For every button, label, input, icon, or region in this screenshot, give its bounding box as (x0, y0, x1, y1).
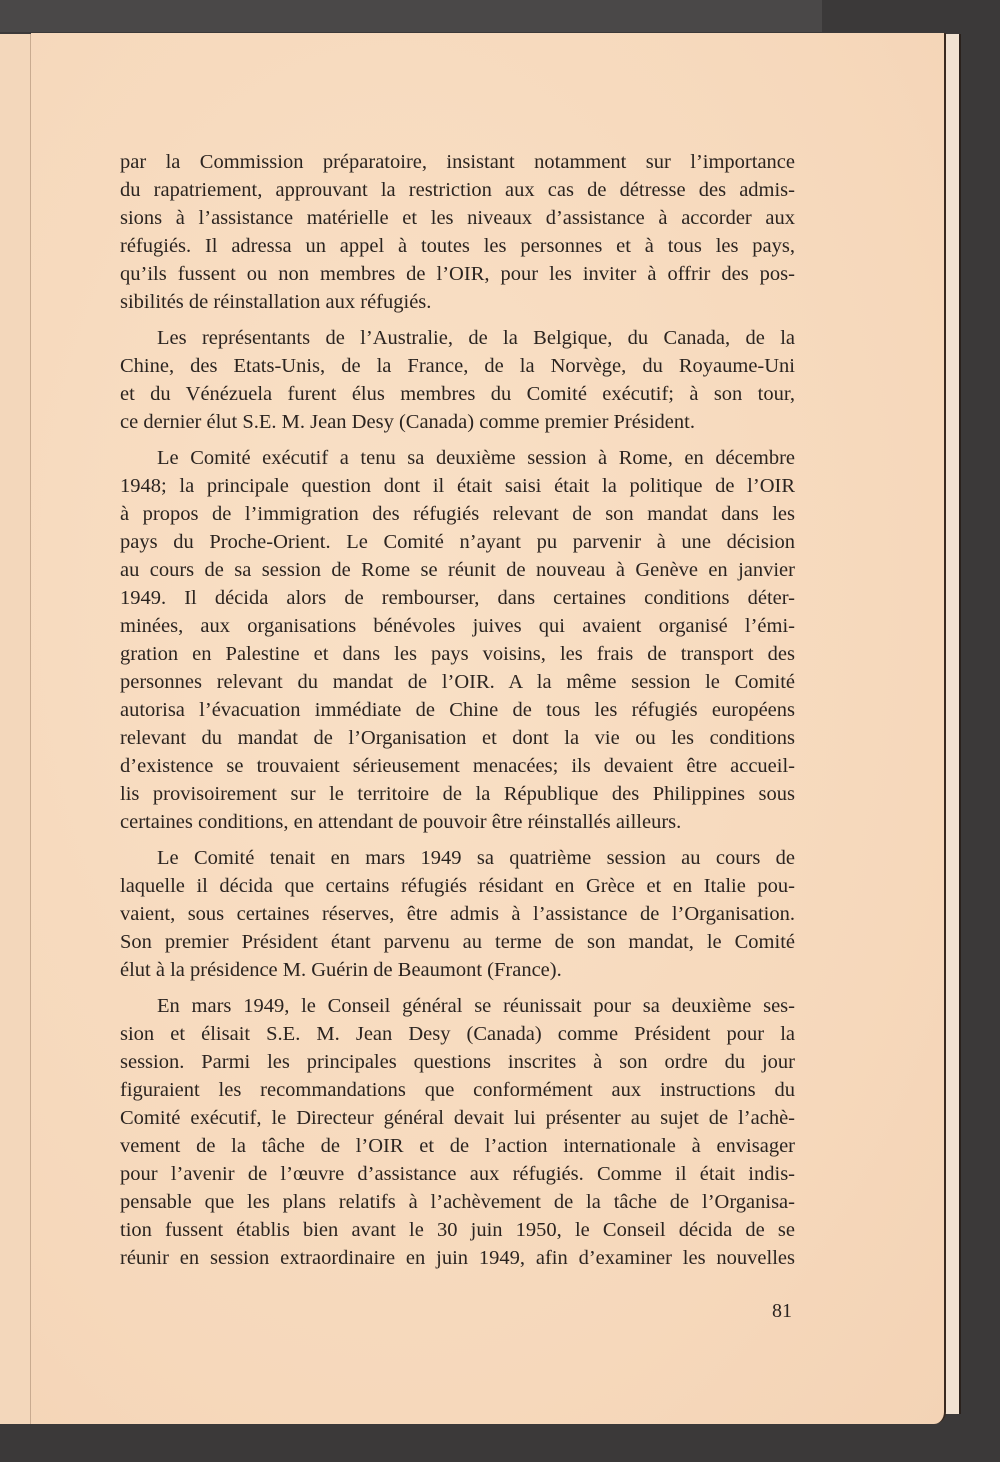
paragraph (120, 444, 795, 836)
text-line: par la Commission préparatoire, insistant notamment sur l’importance (120, 151, 795, 173)
paragraph (120, 148, 795, 316)
text-line: d’existence se trouvaient sérieusement menacées; ils devaient être accueil- (120, 755, 795, 777)
text-line: Le Comité tenait en mars 1949 sa quatrième session au cours de (157, 847, 795, 869)
text-line: figuraient les recommandations que conformément aux instructions du (120, 1079, 795, 1101)
text-line: personnes relevant du mandat de l’OIR. A la même session le Comité (120, 671, 795, 693)
text-line: Les représentants de l’Australie, de la Belgique, du Canada, de la (157, 327, 795, 349)
text-line: et du Vénézuela furent élus membres du Comité exécutif; à son tour, (120, 383, 795, 405)
text-line: réunir en session extraordinaire en juin 1949, afin d’examiner les nouvelles (120, 1247, 795, 1269)
paragraph (120, 324, 795, 436)
facing-page-edge (0, 34, 32, 1424)
text-line: session. Parmi les principales questions inscrites à son ordre du jour (120, 1051, 795, 1073)
text-line: En mars 1949, le Conseil général se réunissait pour sa deuxième ses- (157, 995, 795, 1017)
text-line: autorisa l’évacuation immédiate de Chine de tous les réfugiés européens (120, 699, 795, 721)
text-line: tion fussent établis bien avant le 30 juin 1950, le Conseil décida de se (120, 1219, 795, 1241)
page-stack-edge (945, 34, 961, 1414)
text-line: ce dernier élut S.E. M. Jean Desy (Canada) comme premier Président. (120, 411, 695, 433)
text-line: Chine, des Etats-Unis, de la France, de la Norvège, du Royaume-Uni (120, 355, 795, 377)
page-number: 81 (772, 1300, 792, 1322)
scan-background (0, 0, 822, 32)
text-line: certaines conditions, en attendant de pouvoir être réinstallés ailleurs. (120, 811, 682, 833)
paragraph (120, 844, 795, 984)
text-line: vaient, sous certaines réserves, être admis à l’assistance de l’Organisation. (120, 903, 795, 925)
text-line: lis provisoirement sur le territoire de la République des Philippines sous (120, 783, 795, 805)
text-line: pour l’avenir de l’œuvre d’assistance aux réfugiés. Comme il était indis- (120, 1163, 795, 1185)
text-line: à propos de l’immigration des réfugiés relevant de son mandat dans les (120, 503, 795, 525)
text-line: sions à l’assistance matérielle et les niveaux d’assistance à accorder aux (120, 207, 795, 229)
text-line: du rapatriement, approuvant la restriction aux cas de détresse des admis- (120, 179, 795, 201)
text-line: laquelle il décida que certains réfugiés résidant en Grèce et en Italie pou- (120, 875, 795, 897)
text-line: au cours de sa session de Rome se réunit de nouveau à Genève en janvier (120, 559, 795, 581)
text-line: vement de la tâche de l’OIR et de l’action internationale à envisager (120, 1135, 795, 1157)
text-line: relevant du mandat de l’Organisation et dont la vie ou les conditions (120, 727, 795, 749)
text-line: réfugiés. Il adressa un appel à toutes les personnes et à tous les pays, (120, 235, 795, 257)
text-line: pensable que les plans relatifs à l’achèvement de la tâche de l’Organisa- (120, 1191, 795, 1213)
text-line: sibilités de réinstallation aux réfugiés. (120, 291, 432, 313)
text-line: Son premier Président étant parvenu au terme de son mandat, le Comité (120, 931, 795, 953)
text-line: 1949. Il décida alors de rembourser, dans certaines conditions déter- (120, 587, 795, 609)
text-line: minées, aux organisations bénévoles juives qui avaient organisé l’émi- (120, 615, 795, 637)
text-line: pays du Proche-Orient. Le Comité n’ayant pu parvenir à une décision (120, 531, 795, 553)
text-line: qu’ils fussent ou non membres de l’OIR, pour les inviter à offrir des pos- (120, 263, 795, 285)
text-line: 1948; la principale question dont il était saisi était la politique de l’OIR (120, 475, 795, 497)
text-line: Comité exécutif, le Directeur général devait lui présenter au sujet de l’achè- (120, 1107, 795, 1129)
text-line: gration en Palestine et dans les pays voisins, les frais de transport des (120, 643, 795, 665)
text-line: Le Comité exécutif a tenu sa deuxième session à Rome, en décembre (157, 447, 795, 469)
body-text (120, 148, 795, 1280)
paragraph (120, 992, 795, 1272)
text-line: sion et élisait S.E. M. Jean Desy (Canada) comme Président pour la (120, 1023, 795, 1045)
text-line: élut à la présidence M. Guérin de Beaumont (France). (120, 959, 562, 981)
